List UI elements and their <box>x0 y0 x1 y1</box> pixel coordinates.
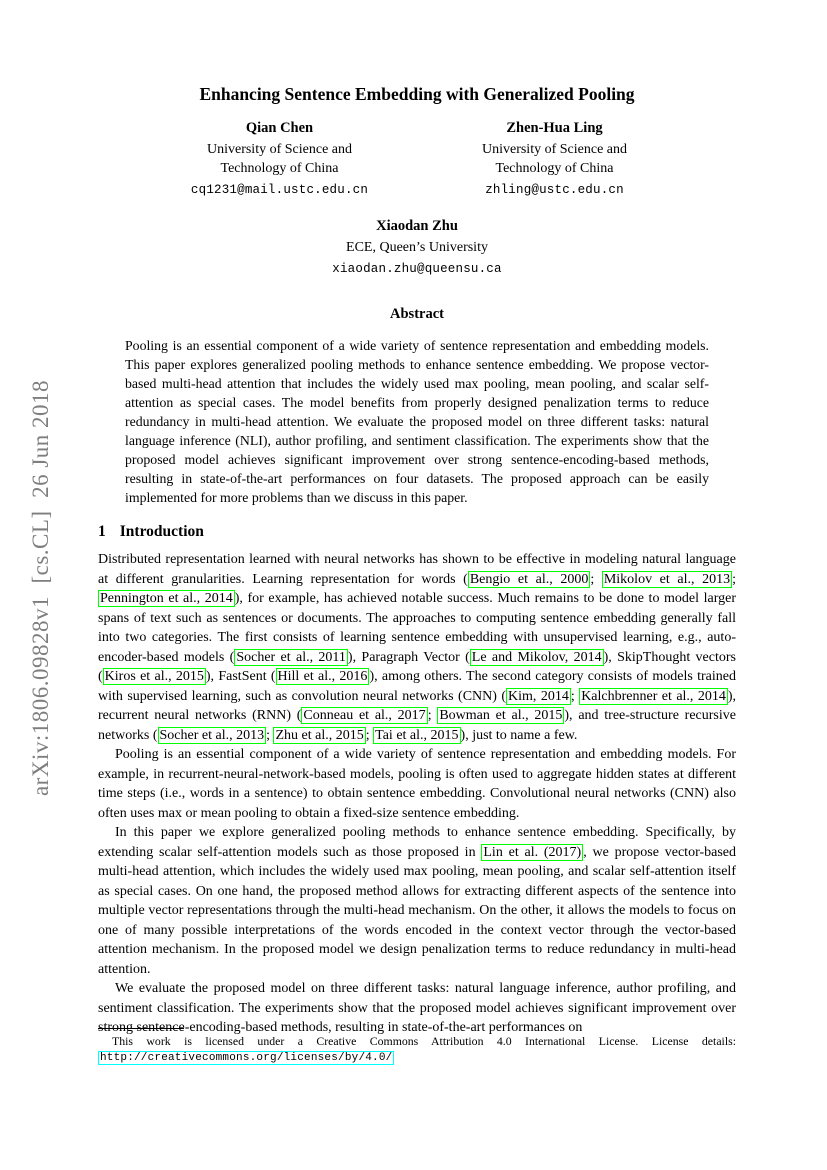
citation-link[interactable]: Bowman et al., 2015 <box>439 708 563 723</box>
intro-paragraph-2 <box>98 745 736 823</box>
text-segment: ), and tree-structure recursive networks ( <box>98 708 736 743</box>
section-number: 1 <box>98 523 106 540</box>
text-segment: ; <box>365 727 374 743</box>
text-segment: ), SkipThought vectors ( <box>98 649 736 684</box>
section-title: Introduction <box>119 523 204 540</box>
citation-link[interactable]: Kalchbrenner et al., 2014 <box>581 688 726 704</box>
citation-link[interactable]: Bengio et al., 2000 <box>469 571 589 587</box>
citation-link[interactable]: Le and Mikolov, 2014 <box>471 649 602 665</box>
text-segment: We evaluate the proposed model on three different tasks: natural language inference, author profiling, and sentiment classification. The experiments show that the proposed model achieves significant improvement over strong sentence-encoding-based methods, resulting in state-of-the-art performances on <box>98 981 736 1035</box>
text-segment: Pooling is an essential component of a wide variety of sentence representation and embedding models. For example, in recurrent-neural-network-based models, pooling is often used to aggregate hidden states at different time steps (i.e., words in a sentence) to obtain sentence embedding. Convolutional neural networks (CNN) also often uses max or mean pooling to obtain a fixed-size sentence embedding. <box>98 747 736 821</box>
author-name: Zhen-Hua Ling <box>506 120 603 136</box>
author-affiliation: University of Science and <box>481 142 627 157</box>
citation-link[interactable]: Hill et al., 2016 <box>277 669 368 684</box>
author-email-link[interactable]: zhling@ustc.edu.cn <box>485 183 624 197</box>
citation-link[interactable]: Kiros et al., 2015 <box>104 669 204 684</box>
author-affiliation: Technology of China <box>220 161 339 176</box>
author-affiliation: Technology of China <box>495 161 614 176</box>
citation-link[interactable]: Mikolov et al., 2013 <box>603 571 731 587</box>
text-segment: ), among others. The second category consists of models trained with supervised learning, such as convolution neural networks (CNN) ( <box>98 669 736 704</box>
citation-link[interactable]: Pennington et al., 2014 <box>100 591 233 606</box>
intro-paragraph-1 <box>98 550 736 745</box>
text-segment: ; <box>427 708 438 723</box>
arxiv-watermark: arXiv:1806.09828v1 [cs.CL] 26 Jun 2018 <box>28 379 53 797</box>
author-affiliation: University of Science and <box>206 142 352 157</box>
authors-row <box>98 119 736 200</box>
author-qian-chen <box>160 119 400 200</box>
author-name: Xiaodan Zhu <box>376 218 458 234</box>
abstract-heading: Abstract <box>390 306 444 322</box>
text-segment: ; <box>570 688 580 704</box>
author-xiaodan-zhu <box>98 217 736 279</box>
text-segment: ), just to name a few. <box>460 727 578 743</box>
text-segment: ; <box>732 571 737 587</box>
footnote-rule <box>98 1028 184 1029</box>
text-segment: ), Paragraph Vector ( <box>347 649 470 665</box>
text-segment: This work is licensed under a Creative Commons Attribution 4.0 International License. License details: <box>112 1034 736 1048</box>
citation-link[interactable]: Lin et al. (2017) <box>483 844 582 860</box>
citation-link[interactable]: Zhu et al., 2015 <box>275 727 364 743</box>
text-segment: , we propose vector-based multi-head attention, which includes the widely used max pooling, mean pooling, and scalar self-attention itself as special cases. On one hand, the proposed method allows for extracting different aspects of the sentence into multiple vector representations through the multi-head mechanism. On the other, it allows the models to focus on one of many possible interpretations of the words encoded in the context vector through the vector-based attention mechanism. In the proposed model we design penalization terms to reduce redundancy in multi-head attention. <box>98 844 736 977</box>
section-heading-introduction <box>98 523 736 541</box>
license-url-link[interactable]: http://creativecommons.org/licenses/by/4.0/ <box>100 1052 393 1064</box>
author-affiliation: ECE, Queen’s University <box>346 240 488 255</box>
paper-content <box>98 0 736 1038</box>
citation-link[interactable]: Socher et al., 2011 <box>236 649 346 665</box>
author-email-link[interactable]: cq1231@mail.ustc.edu.cn <box>190 183 369 197</box>
text-segment: Distributed representation learned with neural networks has shown to be effective in modeling natural language at different granularities. Learning representation for words ( <box>98 552 736 587</box>
text-segment: ), for example, has achieved notable success. Much remains to be done to model larger spans of text such as sentences or documents. The approaches to computing sentence embedding generally fall into two categories. The first consists of learning sentence embedding with unsupervised learning, e.g., auto-encoder-based models ( <box>98 591 736 665</box>
text-segment: ; <box>266 727 274 743</box>
text-segment: ), recurrent neural networks (RNN) ( <box>98 688 737 723</box>
author-zhen-hua-ling <box>435 119 675 200</box>
abstract-text: Pooling is an essential component of a wide variety of sentence representation and embedding models. This paper explores generalized pooling methods to enhance sentence embedding. We propose vector-based multi-head attention that includes the widely used max pooling, mean pooling, and scalar self-attention as special cases. The model benefits from properly designed penalization terms to reduce redundancy in multi-head attention. We evaluate the proposed model on three different tasks: natural language inference (NLI), author profiling, and sentiment classification. The experiments show that the proposed model achieves significant improvement over strong sentence-encoding-based methods, resulting in state-of-the-art performances on four datasets. The proposed approach can be easily implemented for more problems than we discuss in this paper. <box>125 338 709 505</box>
author-name: Qian Chen <box>245 120 314 136</box>
license-footnote <box>98 1028 736 1066</box>
citation-link[interactable]: Tai et al., 2015 <box>375 727 459 743</box>
text-segment: ; <box>590 571 602 587</box>
author-email-link[interactable]: xiaodan.zhu@queensu.ca <box>332 262 502 276</box>
intro-paragraph-3 <box>98 823 736 979</box>
text-segment: ), FastSent ( <box>205 669 276 684</box>
footnote-text <box>98 1034 736 1066</box>
citation-link[interactable]: Kim, 2014 <box>508 688 569 704</box>
text-segment: In this paper we explore generalized pooling methods to enhance sentence embedding. Specifically, by extending scalar self-attention models such as those proposed in <box>98 825 736 860</box>
paper-title: Enhancing Sentence Embedding with Generalized Pooling <box>199 84 635 104</box>
citation-link[interactable]: Socher et al., 2013 <box>159 727 265 743</box>
citation-link[interactable]: Conneau et al., 2017 <box>303 708 426 723</box>
